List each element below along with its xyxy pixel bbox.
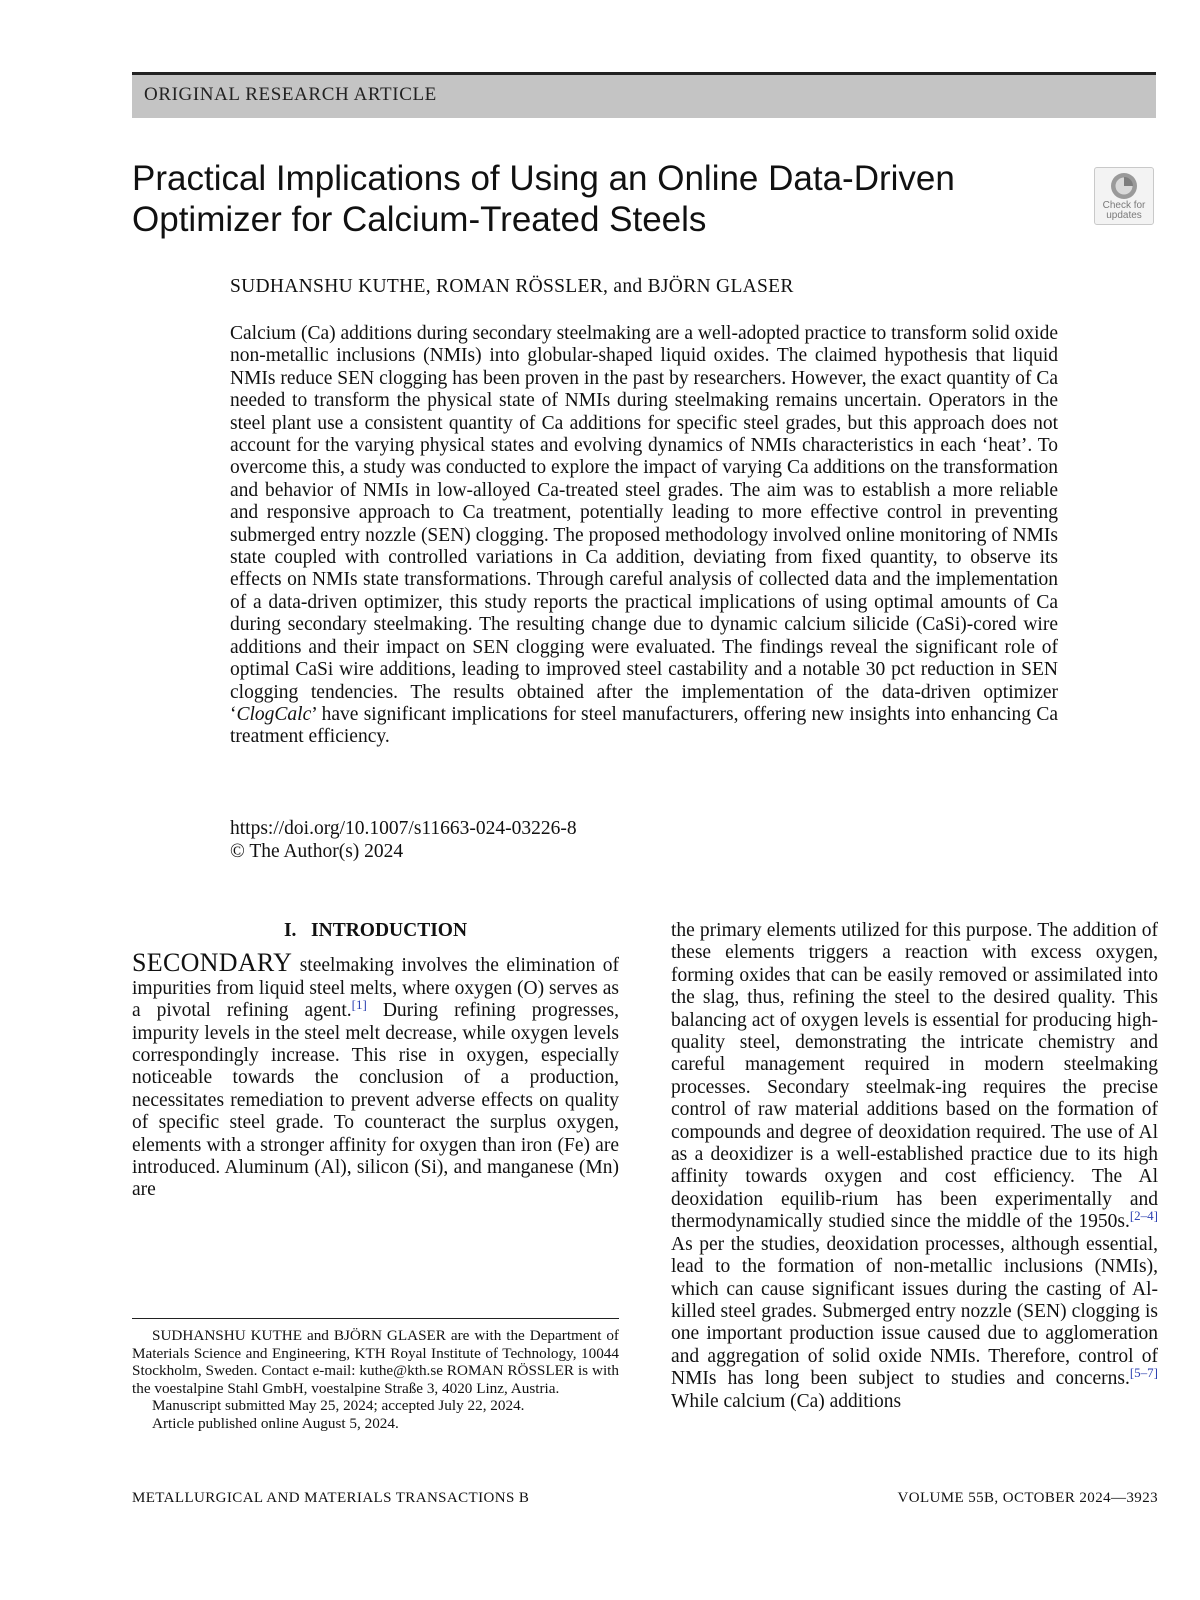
footnote-divider xyxy=(132,1318,619,1319)
paper-title: Practical Implications of Using an Online Data-Driven Optimizer for Calcium-Treated Steels xyxy=(132,159,955,239)
author-list: SUDHANSHU KUTHE, ROMAN RÖSSLER, and BJÖRN GLASER xyxy=(230,276,794,297)
copyright: © The Author(s) 2024 xyxy=(230,841,404,862)
dropcap-word: SECONDARY xyxy=(132,948,293,978)
journal-name: METALLURGICAL AND MATERIALS TRANSACTIONS B xyxy=(132,1490,530,1506)
submission-dates: Manuscript submitted May 25, 2024; accepted July 22, 2024. xyxy=(152,1397,525,1415)
check-for-updates-badge[interactable] xyxy=(1094,167,1154,225)
article-type-banner xyxy=(132,72,1156,118)
intro-text-1: steelmaking involves the elimination of impurities from liquid steel melts, where oxygen (O) serves as a pivotal refining agent. xyxy=(132,955,619,1022)
abstract-software-name: ClogCalc xyxy=(236,703,312,725)
volume-page: VOLUME 55B, OCTOBER 2024—3923 xyxy=(897,1490,1158,1506)
section-heading-introduction: I. INTRODUCTION xyxy=(283,920,468,941)
article-type-label: ORIGINAL RESEARCH ARTICLE xyxy=(144,84,437,105)
check-updates-icon xyxy=(1108,171,1140,201)
citation-link[interactable]: [1] xyxy=(351,997,367,1013)
badge-line2: updates xyxy=(1106,210,1142,221)
citation-link[interactable]: [2–4] xyxy=(1129,1208,1158,1224)
abstract xyxy=(230,323,1058,749)
column-right xyxy=(671,920,1158,1413)
intro-paragraph xyxy=(132,948,619,1201)
badge-line1: Check for xyxy=(1102,200,1146,211)
column-left xyxy=(132,920,619,1202)
abstract-text-end: ’ have significant implications for steel manufacturers, offering new insights into enhancing Ca treatment efficiency. xyxy=(230,703,1058,748)
publication-date: Article published online August 5, 2024. xyxy=(152,1414,399,1432)
intro-text-2: During refining progresses, impurity levels in the steel melt decrease, while oxygen levels correspondingly increase. This rise in oxygen, especially noticeable towards the conclusion of a production, necessitates remediation to prevent adverse effects on quality of specific steel grade. To counteract the surplus oxygen, elements with a stronger affinity for oxygen than iron (Fe) are introduced. Aluminum (Al), silicon (Si), and manganese (Mn) are xyxy=(132,1000,619,1201)
author-footnote xyxy=(132,1327,619,1433)
abstract-text: Calcium (Ca) additions during secondary steelmaking are a well-adopted practice to transform solid oxide non-metallic inclusions (NMIs) into globular-shaped liquid oxides. The claimed hypothesis that liquid NMIs reduce SEN clogging has been proven in the past by researchers. However, the exact quantity of Ca needed to transform the physical state of NMIs during steelmaking remains uncertain. Operators in the steel plant use a consistent quantity of Ca additions for specific steel grades, but this approach does not account for the varying physical states and evolving dynamics of NMIs characteristics in each ‘heat’. To overcome this, a study was conducted to explore the impact of varying Ca additions on the transformation and behavior of NMIs in low-alloyed Ca-treated steel grades. The aim was to establish a more reliable and responsive approach to Ca treatment, potentially leading to more effective control in preventing submerged entry nozzle (SEN) clogging. The proposed methodology involved online monitoring of NMIs state coupled with controlled variations in Ca addition, deviating from fixed quantity, to observe its effects on NMIs state transformations. Through careful analysis of collected data and the implementation of a data-driven optimizer, this study reports the practical implications of using optimal amounts of Ca during secondary steelmaking. The resulting change due to dynamic calcium silicide (CaSi)-cored wire additions and their impact on SEN clogging were evaluated. The findings reveal the significant role of optimal CaSi wire additions, leading to improved steel castability and a notable 30 pct reduction in SEN clogging tendencies. The results obtained after the implementation of the data-driven optimizer ‘ xyxy=(230,323,1058,725)
affiliation-note: SUDHANSHU KUTHE and BJÖRN GLASER are with the Department of Materials Science and Engineering, KTH Royal Institute of Technology, 10044 Stockholm, Sweden. Contact e-mail: kuthe@kth.se ROMAN RÖSSLER is with the voestalpine Stahl GmbH, voestalpine Straße 3, 4020 Linz, Austria. xyxy=(132,1327,619,1397)
intro-paragraph-continued xyxy=(671,920,1158,1413)
intro-text-3: the primary elements utilized for this purpose. The addition of these elements triggers a reaction with excess oxygen, forming oxides that can be easily removed or assimilated into the slag, thus, refining the steel to the desired quality. This balancing act of oxygen levels is essential for producing high-quality steel, demonstrating the intricate chemistry and careful management required in modern steelmaking processes. Secondary steelmak-ing requires the precise control of raw material additions based on the formation of compounds and degree of deoxidation required. The use of Al as a deoxidizer is a well-established practice due to its high affinity towards oxygen and cost efficiency. The Al deoxidation equilib-rium has been experimentally and thermodynamically studied since the middle of the 1950s. xyxy=(671,920,1158,1233)
intro-text-4: As per the studies, deoxidation processes, although essential, lead to the formation of non-metallic inclusions (NMIs), which can cause significant issues during the casting of Al-killed steel grades. Submerged entry nozzle (SEN) clogging is one important production issue caused due to agglomeration and aggregation of solid oxide NMIs. Therefore, control of NMIs has long been subject to studies and concerns. xyxy=(671,1233,1158,1390)
doi-block xyxy=(230,817,577,863)
intro-text-5: While calcium (Ca) additions xyxy=(671,1390,902,1412)
doi-link[interactable]: https://doi.org/10.1007/s11663-024-03226-8 xyxy=(230,818,577,839)
citation-link[interactable]: [5–7] xyxy=(1129,1365,1158,1381)
